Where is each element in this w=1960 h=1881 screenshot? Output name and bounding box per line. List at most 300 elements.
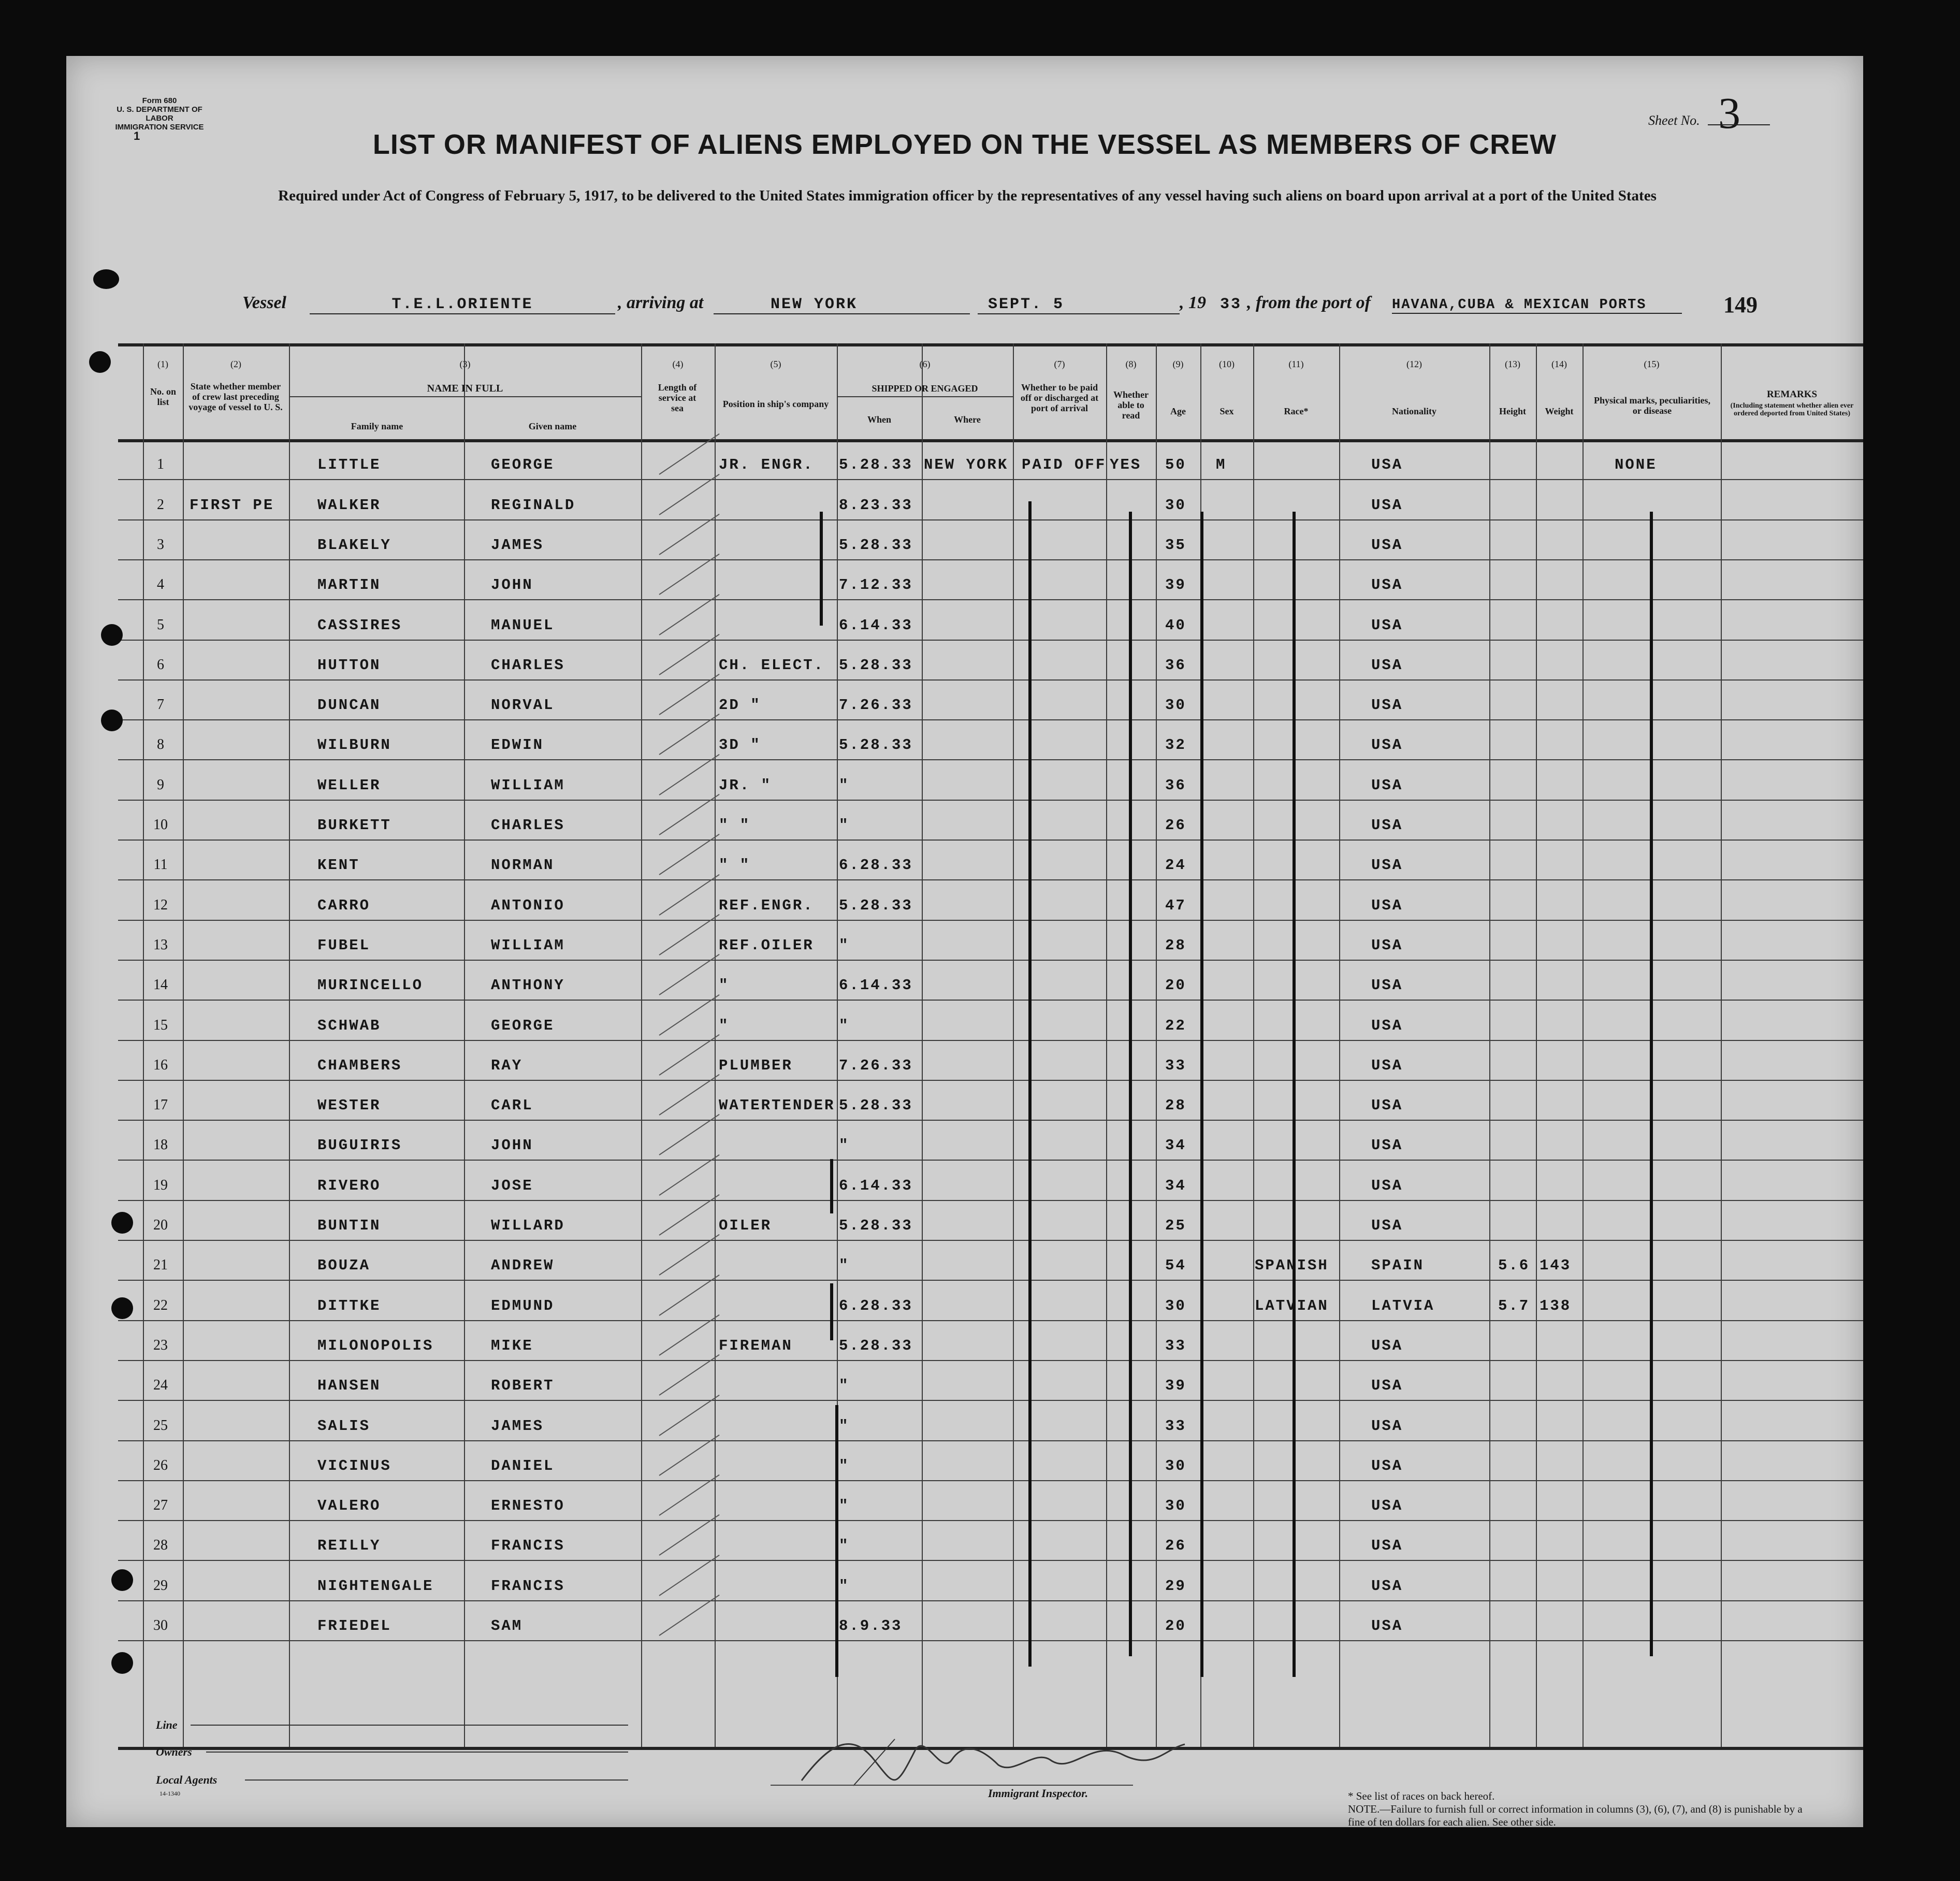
cell-position: REF.OILER <box>719 936 814 954</box>
cell-nationality: USA <box>1371 576 1403 594</box>
cell-nationality: USA <box>1371 1057 1403 1074</box>
cell-no: 7 <box>157 697 164 713</box>
cell-nationality: USA <box>1371 896 1403 914</box>
cell-age: 25 <box>1165 1217 1186 1234</box>
cell-position: JR. " <box>719 776 772 794</box>
cell-race: LATVIAN <box>1255 1297 1329 1314</box>
arrival-date: SEPT. 5 <box>988 296 1065 313</box>
cell-age: 39 <box>1165 1377 1186 1395</box>
binder-hole <box>111 1212 133 1234</box>
cell-age: 30 <box>1165 697 1186 714</box>
col-divider <box>1013 343 1014 1747</box>
cell-given: GEORGE <box>491 1017 555 1034</box>
col-number-8: (8) <box>1125 359 1137 369</box>
row-rule <box>118 479 1863 480</box>
cell-family: BUGUIRIS <box>317 1137 402 1154</box>
sheet-number-underline <box>1708 124 1770 125</box>
cell-position: " " <box>719 817 751 834</box>
cell-family: KENT <box>317 857 360 874</box>
cell-no: 2 <box>157 496 164 513</box>
cell-when: 6.14.33 <box>839 977 913 994</box>
crew-table <box>118 284 1863 1744</box>
cell-when: 6.14.33 <box>839 616 913 634</box>
cell-nationality: USA <box>1371 1457 1403 1474</box>
header-weight: Weight <box>1545 406 1574 416</box>
cell-position: " <box>719 977 730 994</box>
row-rule <box>118 519 1863 520</box>
cell-no: 16 <box>153 1057 168 1073</box>
binder-hole <box>93 269 119 289</box>
cell-given: JOSE <box>491 1177 533 1194</box>
cell-height: 5.7 <box>1498 1297 1530 1314</box>
arrival-year: 33 <box>1220 296 1242 313</box>
cell-family: RIVERO <box>317 1177 381 1194</box>
cell-when: " <box>839 1017 850 1034</box>
binder-hole <box>111 1297 133 1319</box>
binder-hole <box>111 1569 133 1591</box>
col-number-6: (6) <box>919 359 931 369</box>
manifest-number: 149 <box>1723 292 1758 317</box>
page-title: LIST OR MANIFEST OF ALIENS EMPLOYED ON THE VESSEL AS MEMBERS OF CREW <box>372 129 1557 160</box>
cell-given: CHARLES <box>491 817 565 834</box>
cell-age: 20 <box>1165 977 1186 994</box>
row-rule <box>118 640 1863 641</box>
cell-family: MARTIN <box>317 576 381 594</box>
cell-paid: PAID OFF <box>1022 456 1107 474</box>
cell-family: WESTER <box>317 1097 381 1115</box>
ditto-stroke-watertender <box>830 1159 833 1213</box>
sheet-number-label: Sheet No. <box>1648 113 1700 128</box>
cell-no: 19 <box>153 1177 168 1193</box>
vessel-name: T.E.L.ORIENTE <box>391 296 533 313</box>
cell-weight: 138 <box>1540 1297 1572 1314</box>
cell-family: VALERO <box>317 1497 381 1515</box>
header-length-of-service: Length of service at sea <box>658 382 697 413</box>
cell-no: 17 <box>153 1097 168 1113</box>
col-number-5: (5) <box>770 359 781 369</box>
cell-nationality: USA <box>1371 1217 1403 1234</box>
cell-no: 13 <box>153 936 168 953</box>
header-nationality: Nationality <box>1391 406 1436 416</box>
owners-label: Owners <box>156 1745 192 1758</box>
row-rule <box>118 719 1863 720</box>
table-top-rule <box>118 343 1863 346</box>
cell-nationality: USA <box>1371 656 1403 674</box>
cell-given: CARL <box>491 1097 533 1115</box>
cell-given: JOHN <box>491 576 533 594</box>
binder-hole <box>101 624 123 646</box>
cell-given: GEORGE <box>491 456 555 474</box>
cell-age: 36 <box>1165 776 1186 794</box>
ditto-stroke-where <box>1028 501 1032 1667</box>
col-divider <box>641 343 642 1747</box>
ditto-stroke-fireman <box>835 1405 838 1677</box>
col-divider <box>1536 343 1537 1747</box>
local-agents-label: Local Agents <box>156 1773 217 1786</box>
cell-when: " <box>839 1457 850 1474</box>
from-port-label: , from the port of <box>1247 293 1371 312</box>
cell-no: 29 <box>153 1577 168 1594</box>
cell-family: HUTTON <box>317 656 381 674</box>
cell-given: NORVAL <box>491 697 555 714</box>
cell-family: CHAMBERS <box>317 1057 402 1074</box>
cell-age: 39 <box>1165 576 1186 594</box>
cell-when: " <box>839 1417 850 1435</box>
row-rule <box>118 879 1863 880</box>
cell-family: REILLY <box>317 1537 381 1555</box>
ditto-stroke-oiler <box>830 1283 833 1340</box>
cell-position: OILER <box>719 1217 772 1234</box>
cell-family: BURKETT <box>317 817 391 834</box>
cell-no: 6 <box>157 656 164 673</box>
cell-position: CH. ELECT. <box>719 656 825 674</box>
cell-given: ROBERT <box>491 1377 555 1395</box>
cell-nationality: USA <box>1371 776 1403 794</box>
form-department: U. S. DEPARTMENT OF LABOR <box>117 105 202 123</box>
ditto-stroke-sex <box>1293 512 1296 1677</box>
cell-when: " <box>839 1257 850 1275</box>
cell-family: DITTKE <box>317 1297 381 1314</box>
cell-when: 5.28.33 <box>839 1217 913 1234</box>
col-divider <box>143 343 144 1747</box>
cell-when: " <box>839 1137 850 1154</box>
cell-given: JAMES <box>491 536 544 554</box>
header-remarks-note: (Including statement whether alien ever ordered deported from United States) <box>1730 402 1854 417</box>
local-agents-underline <box>245 1779 628 1781</box>
cell-age: 26 <box>1165 1537 1186 1555</box>
year-prefix: , 19 <box>1180 293 1206 312</box>
col-divider <box>1339 343 1340 1747</box>
cell-read: YES <box>1110 456 1142 474</box>
cell-family: FRIEDEL <box>317 1617 391 1634</box>
cell-when: 8.9.33 <box>839 1617 903 1634</box>
shipped-subheader-rule <box>837 396 1013 397</box>
row-rule <box>118 1160 1863 1161</box>
cell-no: 24 <box>153 1377 168 1394</box>
col-divider <box>1489 343 1490 1747</box>
inspector-underline <box>771 1785 1133 1786</box>
cell-family: WALKER <box>317 496 381 514</box>
cell-when: 5.28.33 <box>839 536 913 554</box>
cell-age: 35 <box>1165 536 1186 554</box>
row-rule <box>118 1080 1863 1081</box>
cell-age: 50 <box>1165 456 1186 474</box>
binder-hole <box>111 1652 133 1674</box>
cell-no: 25 <box>153 1417 168 1434</box>
col-number-3: (3) <box>459 359 471 369</box>
col-number-9: (9) <box>1172 359 1184 369</box>
row-rule <box>118 1200 1863 1201</box>
cell-age: 32 <box>1165 736 1186 754</box>
cell-given: JOHN <box>491 1137 533 1154</box>
inspector-label: Immigrant Inspector. <box>988 1787 1088 1800</box>
cell-physical: NONE <box>1615 456 1657 474</box>
row-rule <box>118 1280 1863 1281</box>
cell-given: MANUEL <box>491 616 555 634</box>
col-divider <box>715 343 716 1747</box>
cell-family: BUNTIN <box>317 1217 381 1234</box>
cell-no: 1 <box>157 456 164 473</box>
ditto-stroke-paid <box>1129 512 1132 1656</box>
cell-nationality: USA <box>1371 536 1403 554</box>
cell-where: NEW YORK <box>924 456 1009 474</box>
ditto-stroke-read <box>1200 512 1203 1677</box>
cell-given: WILLIAM <box>491 776 565 794</box>
cell-age: 33 <box>1165 1337 1186 1354</box>
cell-position: WATERTENDER <box>719 1097 835 1115</box>
cell-age: 40 <box>1165 616 1186 634</box>
cell-nationality: USA <box>1371 1577 1403 1595</box>
cell-nationality: USA <box>1371 1017 1403 1034</box>
owners-underline <box>206 1752 628 1753</box>
cell-when: 5.28.33 <box>839 1337 913 1354</box>
cell-when: " <box>839 1497 850 1515</box>
cell-nationality: USA <box>1371 1097 1403 1115</box>
cell-family: CASSIRES <box>317 616 402 634</box>
cell-when: " <box>839 817 850 834</box>
cell-age: 24 <box>1165 857 1186 874</box>
row-rule <box>118 559 1863 560</box>
cell-nationality: USA <box>1371 857 1403 874</box>
row-rule <box>118 1320 1863 1321</box>
row-rule <box>118 1520 1863 1521</box>
col-number-4: (4) <box>672 359 684 369</box>
col-divider <box>1156 343 1157 1747</box>
cell-nationality: USA <box>1371 936 1403 954</box>
cell-no: 5 <box>157 616 164 633</box>
cell-given: SAM <box>491 1617 523 1634</box>
arriving-port: NEW YORK <box>771 296 858 313</box>
cell-nationality: USA <box>1371 1377 1403 1395</box>
cell-age: 29 <box>1165 1577 1186 1595</box>
cell-position: " " <box>719 857 751 874</box>
cell-position: REF.ENGR. <box>719 896 814 914</box>
row-rule <box>118 1400 1863 1401</box>
row-rule <box>118 1040 1863 1041</box>
cell-when: 7.12.33 <box>839 576 913 594</box>
col-divider <box>922 343 923 1747</box>
signature-scribble <box>791 1729 1195 1796</box>
cell-position: PLUMBER <box>719 1057 793 1074</box>
header-race: Race* <box>1284 406 1309 416</box>
cell-given: REGINALD <box>491 496 576 514</box>
cell-no: 15 <box>153 1017 168 1033</box>
cell-given: ERNESTO <box>491 1497 565 1515</box>
header-family-name: Family name <box>351 421 403 431</box>
row-rule <box>118 1120 1863 1121</box>
cell-no: 10 <box>153 817 168 833</box>
cell-family: BOUZA <box>317 1257 371 1275</box>
cell-given: ANTONIO <box>491 896 565 914</box>
agents-code: 14-1340 <box>159 1790 180 1797</box>
cell-when: 6.14.33 <box>839 1177 913 1194</box>
cell-when: 5.28.33 <box>839 896 913 914</box>
cell-age: 54 <box>1165 1257 1186 1275</box>
cell-no: 3 <box>157 536 164 553</box>
cell-given: RAY <box>491 1057 523 1074</box>
row-rule <box>118 679 1863 681</box>
cell-age: 47 <box>1165 896 1186 914</box>
cell-nationality: USA <box>1371 496 1403 514</box>
header-where: Where <box>954 414 981 425</box>
cell-family: HANSEN <box>317 1377 381 1395</box>
arriving-label: , arriving at <box>618 293 704 312</box>
col-number-10: (10) <box>1219 359 1235 369</box>
cell-no: 12 <box>153 896 168 913</box>
row-rule <box>118 1440 1863 1441</box>
header-remarks: REMARKS <box>1766 389 1818 400</box>
cell-nationality: USA <box>1371 817 1403 834</box>
cell-when: " <box>839 936 850 954</box>
page-subtitle: Required under Act of Congress of February 5, 1917, to be delivered to the United States immigration officer by the representatives of any vessel having such aliens on board upon arrival at a port of the United States <box>278 187 1657 204</box>
cell-given: JAMES <box>491 1417 544 1435</box>
col-divider <box>1106 343 1107 1747</box>
cell-given: ANDREW <box>491 1257 555 1275</box>
col-divider <box>1253 343 1254 1747</box>
header-height: Height <box>1499 406 1526 416</box>
cell-nationality: USA <box>1371 736 1403 754</box>
cell-family: SCHWAB <box>317 1017 381 1034</box>
cell-given: CHARLES <box>491 656 565 674</box>
cell-nationality: USA <box>1371 1537 1403 1555</box>
cell-when: 6.28.33 <box>839 857 913 874</box>
col-number-1: (1) <box>157 359 168 369</box>
col-divider <box>289 343 290 1747</box>
header-name-in-full: NAME IN FULL <box>427 383 503 394</box>
header-given-name: Given name <box>528 421 577 431</box>
cell-given: ANTHONY <box>491 977 565 994</box>
col-number-15: (15) <box>1644 359 1660 369</box>
cell-position: 2D " <box>719 697 761 714</box>
cell-given: NORMAN <box>491 857 555 874</box>
header-no: No. on list <box>150 386 176 407</box>
ditto-stroke-physical <box>1650 512 1653 1656</box>
cell-when: " <box>839 1537 850 1555</box>
row-rule <box>118 920 1863 921</box>
cell-given: WILLIAM <box>491 936 565 954</box>
cell-no: 4 <box>157 576 164 593</box>
row-rule <box>118 1240 1863 1241</box>
cell-age: 28 <box>1165 936 1186 954</box>
header-age: Age <box>1170 406 1186 416</box>
cell-when: 7.26.33 <box>839 1057 913 1074</box>
col-number-13: (13) <box>1505 359 1520 369</box>
cell-family: LITTLE <box>317 456 381 474</box>
cell-given: EDWIN <box>491 736 544 754</box>
cell-given: FRANCIS <box>491 1577 565 1595</box>
cell-no: 14 <box>153 977 168 993</box>
row-rule <box>118 599 1863 600</box>
cell-family: VICINUS <box>317 1457 391 1474</box>
cell-when: " <box>839 1377 850 1395</box>
col-number-12: (12) <box>1406 359 1422 369</box>
cell-when: 5.28.33 <box>839 656 913 674</box>
cell-family: NIGHTENGALE <box>317 1577 434 1595</box>
cell-age: 30 <box>1165 496 1186 514</box>
cell-age: 34 <box>1165 1177 1186 1194</box>
cell-age: 30 <box>1165 1457 1186 1474</box>
cell-no: 28 <box>153 1537 168 1554</box>
col-number-11: (11) <box>1288 359 1304 369</box>
cell-nationality: USA <box>1371 1177 1403 1194</box>
cell-age: 20 <box>1165 1617 1186 1634</box>
header-bottom-rule <box>118 439 1863 442</box>
cell-when: 7.26.33 <box>839 697 913 714</box>
col-number-14: (14) <box>1551 359 1567 369</box>
cell-no: 8 <box>157 736 164 753</box>
row-rule <box>118 960 1863 961</box>
cell-no: 27 <box>153 1497 168 1514</box>
cell-age: 30 <box>1165 1497 1186 1515</box>
cell-nationality: USA <box>1371 616 1403 634</box>
binder-hole <box>89 351 111 373</box>
cell-family: FUBEL <box>317 936 371 954</box>
cell-family: MILONOPOLIS <box>317 1337 434 1354</box>
cell-given: WILLARD <box>491 1217 565 1234</box>
cell-family: BLAKELY <box>317 536 391 554</box>
cell-no: 23 <box>153 1337 168 1353</box>
cell-position: 3D " <box>719 736 761 754</box>
cell-when: " <box>839 1577 850 1595</box>
header-when: When <box>867 414 891 425</box>
cell-no: 22 <box>153 1297 168 1313</box>
footer-notes <box>1348 1790 1814 1829</box>
form-service: IMMIGRATION SERVICE <box>115 123 204 132</box>
header-position: Position in ship's company <box>722 399 829 409</box>
cell-age: 30 <box>1165 1297 1186 1314</box>
cell-family: WILBURN <box>317 736 391 754</box>
from-port: HAVANA,CUBA & MEXICAN PORTS <box>1392 297 1647 313</box>
row-rule <box>118 840 1863 841</box>
row-rule <box>118 1640 1863 1641</box>
col-divider <box>464 343 465 1747</box>
cell-age: 36 <box>1165 656 1186 674</box>
row-rule <box>118 1560 1863 1561</box>
cell-given: FRANCIS <box>491 1537 565 1555</box>
cell-weight: 143 <box>1540 1257 1572 1275</box>
cell-age: 34 <box>1165 1137 1186 1154</box>
cell-given: MIKE <box>491 1337 533 1354</box>
cell-given: DANIEL <box>491 1457 555 1474</box>
cell-nationality: SPAIN <box>1371 1257 1425 1275</box>
row-rule <box>118 759 1863 760</box>
cell-nationality: USA <box>1371 1497 1403 1515</box>
cell-age: 33 <box>1165 1417 1186 1435</box>
penalty-note: NOTE.—Failure to furnish full or correct information in columns (3), (6), (7), and (8) is punishable by a fine of ten dollars for each alien. See other side. <box>1348 1803 1803 1828</box>
row-rule <box>118 1600 1863 1601</box>
row-rule <box>118 1000 1863 1001</box>
col-divider <box>1582 343 1584 1747</box>
header-paid-off: Whether to be paid off or discharged at port of arrival <box>1020 382 1099 413</box>
cell-nationality: USA <box>1371 1337 1403 1354</box>
header-state: State whether member of crew last preceding voyage of vessel to U. S. <box>188 381 283 412</box>
cell-nationality: LATVIA <box>1371 1297 1435 1314</box>
cell-age: 33 <box>1165 1057 1186 1074</box>
cell-when: " <box>839 776 850 794</box>
line-underline <box>191 1725 628 1726</box>
vessel-label: Vessel <box>242 293 286 312</box>
cell-family: CARRO <box>317 896 371 914</box>
col-number-7: (7) <box>1054 359 1065 369</box>
row-rule <box>118 1360 1863 1361</box>
cell-state: FIRST PE <box>190 496 274 514</box>
cell-when: 5.28.33 <box>839 1097 913 1115</box>
cell-age: 22 <box>1165 1017 1186 1034</box>
col-divider <box>1721 343 1722 1747</box>
line-label: Line <box>156 1718 178 1731</box>
form-number: Form 680 <box>142 96 177 105</box>
header-physical-marks: Physical marks, peculiarities, or disease <box>1594 395 1710 416</box>
